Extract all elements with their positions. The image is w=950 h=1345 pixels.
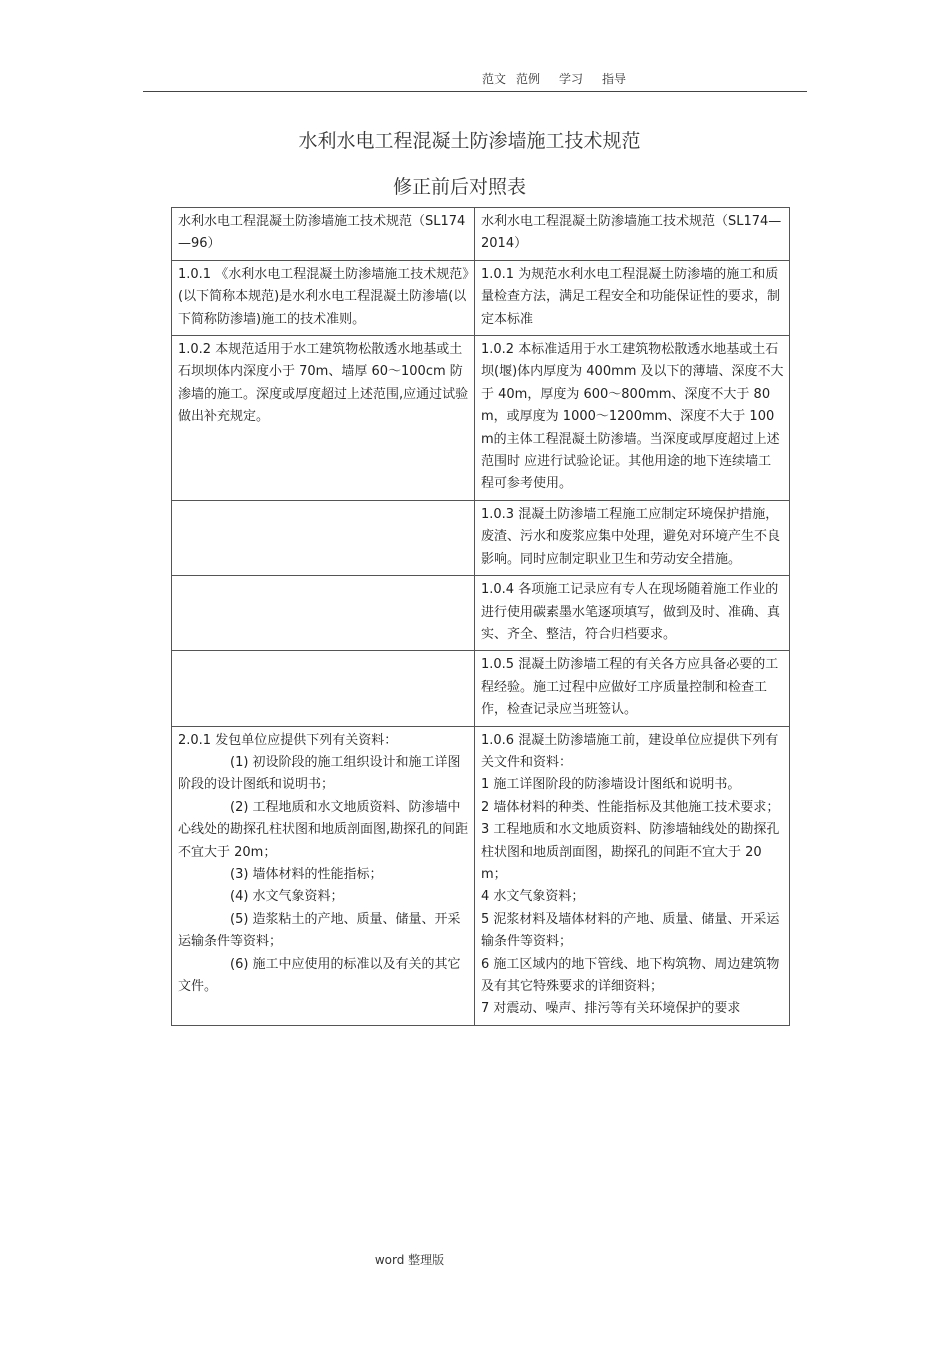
table-header-row: [172, 208, 790, 261]
list-item: (2) 工程地质和水文地质资料、防渗墙中心线处的勘探孔柱状图和地质剖面图,勘探孔的间距不宜大于 20m；: [178, 799, 469, 860]
header-cell-old: 水利水电工程混凝土防渗墙施工技术规范（SL174—96）: [172, 208, 475, 261]
list-item: (6) 施工中应使用的标准以及有关的其它文件。: [178, 956, 461, 994]
page-header: [0, 70, 950, 87]
list-item: (5) 造浆粘土的产地、质量、储量、开采运输条件等资料；: [178, 911, 461, 950]
list-item: 4 水文气象资料；: [481, 889, 585, 905]
table-row: [172, 500, 790, 575]
document-subtitle: 修正前后对照表: [392, 176, 526, 198]
cell-new: 1.0.5 混凝土防渗墙工程的有关各方应具备必要的工程经验。施工过程中应做好工序质量控制和检查工作，检查记录应当班签认。: [475, 651, 790, 726]
table-row: [172, 651, 790, 726]
table-row: [172, 336, 790, 501]
header-item: 指导: [602, 72, 627, 86]
cell-new: [475, 726, 790, 1025]
list-item: 3 工程地质和水文地质资料、防渗墙轴线处的勘探孔柱状图和地质剖面图，勘探孔的间距不宜大于 20m；: [481, 822, 780, 882]
cell-old: [172, 651, 475, 726]
cell-new: 1.0.1 为规范水利水电工程混凝土防渗墙的施工和质量检查方法，满足工程安全和功能保证性的要求，制定本标准: [475, 260, 790, 335]
list-item: (1) 初设阶段的施工组织设计和施工详图阶段的设计图纸和说明书；: [178, 754, 461, 793]
list-item: (3) 墙体材料的性能指标；: [230, 866, 383, 882]
list-item: 1 施工详图阶段的防渗墙设计图纸和说明书。: [481, 777, 741, 793]
cell-old: [172, 500, 475, 575]
list-item: 6 施工区域内的地下管线、地下构筑物、周边建筑物及有其它特殊要求的详细资料；: [481, 956, 780, 994]
cell-new: 1.0.4 各项施工记录应有专人在现场随着施工作业的进行使用碳素墨水笔逐项填写，做到及时、准确、真实、齐全、整洁，符合归档要求。: [475, 576, 790, 651]
cell-new: 1.0.3 混凝土防渗墙工程施工应制定环境保护措施，废渣、污水和废浆应集中处理，避免对环境产生不良影响。同时应制定职业卫生和劳动安全措施。: [475, 500, 790, 575]
table-row: [172, 726, 790, 1025]
cell-new: 1.0.2 本标准适用于水工建筑物松散透水地基或土石坝(堰)体内厚度为 400mm 及以下的薄墙、深度不大于 40m，厚度为 600～800mm、深度不大于 80m，或厚度为 1000～1200mm、深度不大于 100m的主体工程混凝土防渗墙。当深度或厚度超过上述范围时 应进行试验论证。其他用途的地下连续墙工程可参考使用。: [475, 336, 790, 501]
header-item: 范文: [481, 72, 506, 86]
header-item: 范例: [515, 72, 540, 86]
comparison-table: [171, 207, 790, 1026]
header-divider: [143, 91, 807, 92]
cell-old: [172, 576, 475, 651]
header-cell-new: 水利水电工程混凝土防渗墙施工技术规范（SL174—2014）: [475, 208, 790, 261]
cell-old: [172, 726, 475, 1025]
cell-old: 1.0.1 《水利水电工程混凝土防渗墙施工技术规范》(以下简称本规范)是水利水电工程混凝土防渗墙(以下简称防渗墙)施工的技术准则。: [172, 260, 475, 335]
header-item: 学习: [559, 72, 584, 86]
list-item: 5 泥浆材料及墙体材料的产地、质量、储量、开采运输条件等资料；: [481, 911, 780, 950]
clause-lead: 2.0.1 发包单位应提供下列有关资料：: [178, 732, 398, 748]
list-item: 7 对震动、噪声、排污等有关环境保护的要求: [481, 1001, 741, 1017]
page-footer: word 整理版: [374, 1253, 445, 1267]
document-title: 水利水电工程混凝土防渗墙施工技术规范: [298, 130, 641, 152]
table-row: [172, 260, 790, 335]
table-row: [172, 576, 790, 651]
list-item: (4) 水文气象资料；: [230, 889, 344, 905]
clause-lead: 1.0.6 混凝土防渗墙施工前，建设单位应提供下列有关文件和资料：: [481, 732, 779, 770]
list-item: 2 墙体材料的种类、性能指标及其他施工技术要求；: [481, 799, 780, 815]
cell-old: 1.0.2 本规范适用于水工建筑物松散透水地基或土石坝坝体内深度小于 70m、墙厚 60～100cm 防渗墙的施工。深度或厚度超过上述范围,应通过试验做出补充规定。: [172, 336, 475, 501]
